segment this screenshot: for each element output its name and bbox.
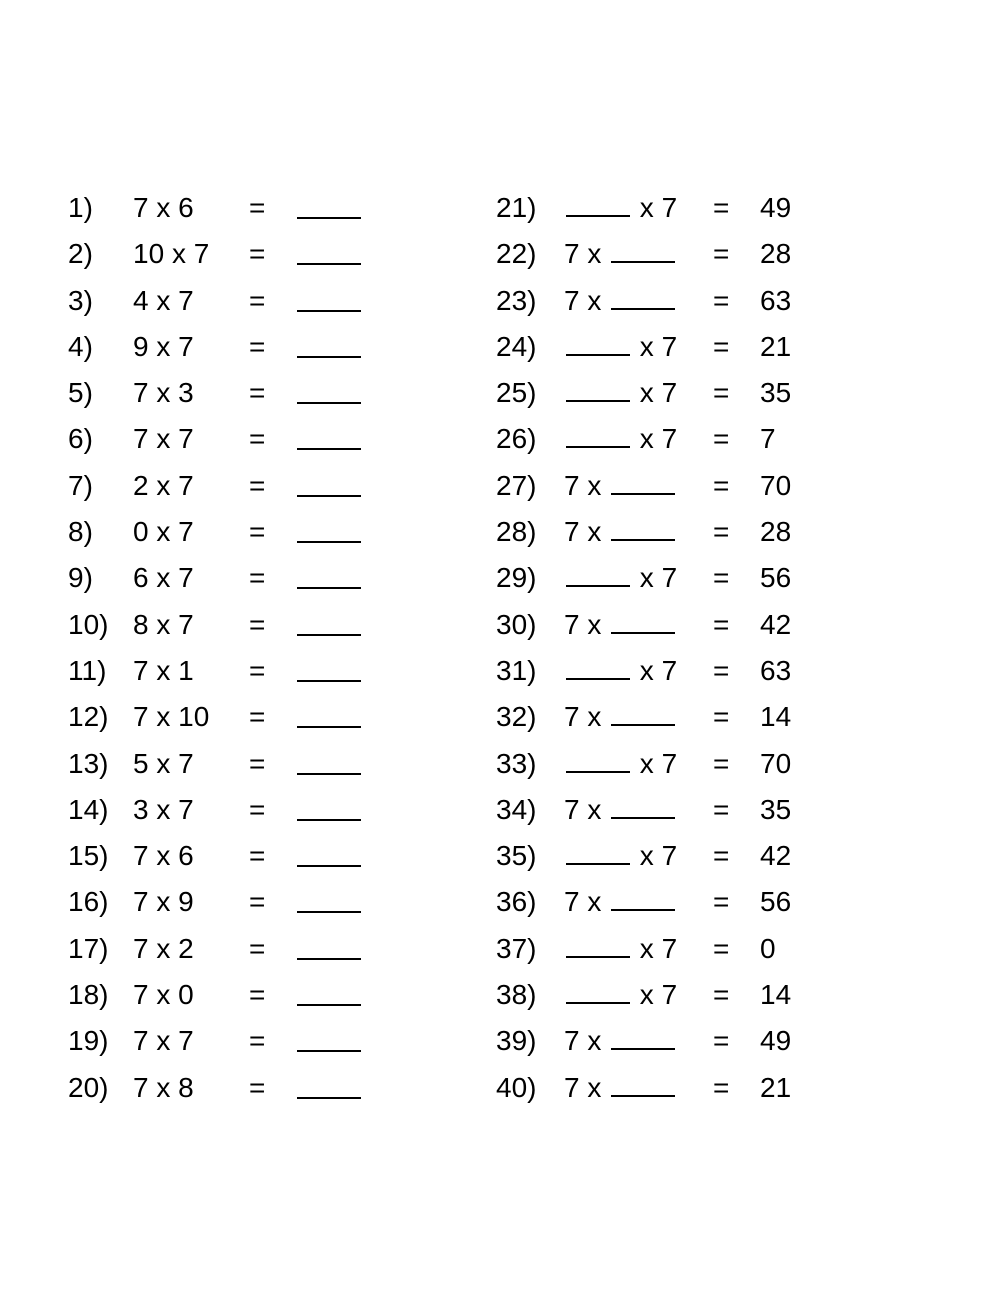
missing-factor-blank[interactable] [566,370,630,402]
factor-b: 7 [178,562,194,594]
known-factor: 7 [661,979,678,1011]
known-factor: 7 [564,886,580,918]
problem-expression [133,1065,194,1111]
problem-expression [133,787,194,833]
problem-number: 15) [68,840,109,872]
answer-blank[interactable] [297,280,361,312]
operator: x [156,793,171,825]
operator: x [639,377,654,409]
equals-sign: = [713,654,730,686]
operator: x [639,840,654,872]
factor-b: 6 [178,840,194,872]
missing-factor-blank[interactable] [611,278,675,310]
operator: x [156,608,171,640]
product-value: 14 [760,701,792,733]
factor-a: 10 [133,238,165,270]
product-value: 28 [760,238,792,270]
problem-expression [564,416,677,462]
problem-expression [564,648,677,694]
problem-number: 12) [68,701,109,733]
factor-a: 7 [133,979,149,1011]
problem-number: 1) [68,192,93,223]
product-value: 35 [760,793,792,825]
problem-number: 35) [496,840,537,872]
equals-sign: = [713,423,730,455]
operator: x [156,886,171,918]
problem-expression [133,324,194,370]
factor-a: 7 [133,886,149,918]
known-factor: 7 [661,423,678,455]
equals-sign: = [249,1025,266,1057]
operator: x [587,516,602,548]
equals-sign: = [249,608,266,640]
problem-expression [564,741,677,787]
known-factor: 7 [661,932,678,964]
equals-sign: = [249,886,266,918]
problem-number: 7) [68,469,93,501]
factor-b: 7 [178,516,194,548]
answer-blank[interactable] [297,650,361,682]
equals-sign: = [713,238,730,270]
factor-a: 7 [133,840,149,872]
missing-factor-blank[interactable] [566,833,630,865]
operator: x [639,192,654,223]
operator: x [587,886,602,918]
product-value: 63 [760,284,792,316]
problem-expression [133,278,194,324]
problem-number: 31) [496,654,537,686]
problem-expression [133,972,194,1018]
factor-b: 9 [178,886,194,918]
equals-sign: = [249,238,266,270]
problem-number: 38) [496,979,537,1011]
equals-sign: = [713,516,730,548]
factor-a: 5 [133,747,149,779]
problem-expression [564,324,677,370]
operator: x [156,1025,171,1057]
problem-expression [564,278,677,324]
equals-sign: = [249,562,266,594]
equals-sign: = [249,1071,266,1103]
problem-number: 6) [68,423,93,455]
problem-expression [564,787,677,833]
problem-number: 32) [496,701,537,733]
factor-b: 10 [178,701,210,733]
problem-number: 37) [496,932,537,964]
problem-number: 20) [68,1071,109,1103]
known-factor: 7 [564,701,580,733]
factor-b: 3 [178,377,194,409]
product-value: 49 [760,1025,792,1057]
operator: x [156,377,171,409]
equals-sign: = [713,793,730,825]
equals-sign: = [713,192,730,223]
factor-a: 7 [133,1025,149,1057]
known-factor: 7 [564,284,580,316]
factor-b: 7 [178,793,194,825]
product-value: 70 [760,747,792,779]
equals-sign: = [713,377,730,409]
equals-sign: = [713,330,730,362]
product-value: 42 [760,840,792,872]
problem-number: 39) [496,1025,537,1057]
known-factor: 7 [661,192,678,223]
product-value: 56 [760,886,792,918]
equals-sign: = [713,979,730,1011]
factor-b: 2 [178,932,194,964]
answer-blank[interactable] [297,881,361,913]
equals-sign: = [249,979,266,1011]
problem-number: 2) [68,238,93,270]
problem-expression [564,463,677,509]
operator: x [587,469,602,501]
missing-factor-blank[interactable] [566,972,630,1004]
missing-factor-blank[interactable] [566,416,630,448]
missing-factor-blank[interactable] [611,463,675,495]
missing-factor-blank[interactable] [611,231,675,263]
operator: x [587,238,602,270]
missing-factor-blank[interactable] [611,602,675,634]
product-value: 0 [760,932,776,964]
problem-number: 4) [68,330,93,362]
product-value: 56 [760,562,792,594]
problem-expression [564,602,677,648]
factor-a: 6 [133,562,149,594]
equals-sign: = [713,840,730,872]
problem-number: 10) [68,608,109,640]
operator: x [156,284,171,316]
equals-sign: = [249,747,266,779]
factor-a: 7 [133,192,149,223]
problem-number: 34) [496,793,537,825]
equals-sign: = [249,192,266,223]
factor-a: 7 [133,701,149,733]
equals-sign: = [249,654,266,686]
operator: x [156,330,171,362]
known-factor: 7 [661,654,678,686]
problem-number: 21) [496,192,537,223]
answer-blank[interactable] [297,511,361,543]
problem-number: 26) [496,423,537,455]
problem-expression [564,509,677,555]
problem-expression [133,509,194,555]
equals-sign: = [249,932,266,964]
answer-blank[interactable] [297,789,361,821]
answer-blank[interactable] [297,1067,361,1099]
answer-blank[interactable] [297,418,361,450]
equals-sign: = [713,284,730,316]
problem-number: 5) [68,377,93,409]
missing-factor-blank[interactable] [566,324,630,356]
problem-expression [133,926,194,972]
operator: x [587,793,602,825]
factor-b: 7 [178,330,194,362]
missing-factor-blank[interactable] [566,926,630,958]
problem-expression [564,926,677,972]
equals-sign: = [249,701,266,733]
problem-expression [564,879,677,925]
problem-expression [564,231,677,277]
product-value: 14 [760,979,792,1011]
factor-a: 3 [133,793,149,825]
missing-factor-blank[interactable] [611,694,675,726]
problem-number: 13) [68,747,109,779]
problem-expression [133,602,194,648]
factor-b: 1 [178,654,194,686]
answer-blank[interactable] [297,326,361,358]
equals-sign: = [249,469,266,501]
equals-sign: = [249,516,266,548]
equals-sign: = [713,562,730,594]
product-value: 70 [760,469,792,501]
factor-b: 7 [178,747,194,779]
missing-factor-blank[interactable] [611,1018,675,1050]
factor-a: 7 [133,423,149,455]
factor-a: 4 [133,284,149,316]
equals-sign: = [713,747,730,779]
known-factor: 7 [564,516,580,548]
answer-blank[interactable] [297,372,361,404]
missing-factor-blank[interactable] [566,555,630,587]
operator: x [156,1071,171,1103]
answer-blank[interactable] [297,1020,361,1052]
problem-expression [133,1018,194,1064]
problem-number: 14) [68,793,109,825]
problem-number: 17) [68,932,109,964]
operator: x [587,701,602,733]
known-factor: 7 [564,608,580,640]
answer-blank[interactable] [297,696,361,728]
operator: x [156,516,171,548]
operator: x [156,840,171,872]
factor-b: 8 [178,1071,194,1103]
problem-expression [564,1018,677,1064]
operator: x [587,1071,602,1103]
factor-a: 9 [133,330,149,362]
operator: x [156,979,171,1011]
problem-expression [133,555,194,601]
answer-blank[interactable] [297,974,361,1006]
operator: x [156,701,171,733]
answer-blank[interactable] [297,835,361,867]
problem-number: 8) [68,516,93,548]
answer-blank[interactable] [297,557,361,589]
operator: x [639,654,654,686]
factor-b: 0 [178,979,194,1011]
problem-expression [564,1065,677,1111]
problem-number: 30) [496,608,537,640]
known-factor: 7 [661,562,678,594]
missing-factor-blank[interactable] [566,648,630,680]
operator: x [156,469,171,501]
operator: x [639,932,654,964]
problem-number: 16) [68,886,109,918]
factor-b: 7 [193,238,210,270]
problem-number: 19) [68,1025,109,1057]
problem-number: 23) [496,284,537,316]
known-factor: 7 [661,377,678,409]
product-value: 7 [760,423,776,455]
problem-expression [133,416,194,462]
operator: x [156,932,171,964]
product-value: 49 [760,192,792,223]
equals-sign: = [249,793,266,825]
answer-blank[interactable] [297,743,361,775]
problem-number: 36) [496,886,537,918]
problem-expression [133,694,209,740]
equals-sign: = [713,932,730,964]
answer-blank[interactable] [297,233,361,265]
problem-expression [133,833,194,879]
equals-sign: = [713,469,730,501]
operator: x [639,562,654,594]
known-factor: 7 [564,1025,580,1057]
problem-expression [133,648,194,694]
problem-number: 40) [496,1071,537,1103]
known-factor: 7 [661,330,678,362]
known-factor: 7 [564,469,580,501]
operator: x [587,284,602,316]
problem-expression [133,879,194,925]
factor-b: 7 [178,423,194,455]
known-factor: 7 [564,1071,580,1103]
problem-number: 24) [496,330,537,362]
equals-sign: = [713,1025,730,1057]
missing-factor-blank[interactable] [611,787,675,819]
problem-number: 29) [496,562,537,594]
operator: x [171,238,186,270]
operator: x [587,608,602,640]
factor-a: 7 [133,932,149,964]
problem-expression [133,463,194,509]
equals-sign: = [713,608,730,640]
problem-expression [564,555,677,601]
equals-sign: = [713,886,730,918]
known-factor: 7 [564,238,580,270]
factor-b: 7 [178,1025,194,1057]
problem-number: 3) [68,284,93,316]
product-value: 35 [760,377,792,409]
factor-a: 7 [133,654,149,686]
problem-number: 28) [496,516,537,548]
answer-blank[interactable] [297,604,361,636]
operator: x [156,192,171,223]
problem-number: 25) [496,377,537,409]
known-factor: 7 [661,840,678,872]
known-factor: 7 [661,747,678,779]
equals-sign: = [249,840,266,872]
factor-a: 7 [133,1071,149,1103]
operator: x [639,330,654,362]
operator: x [639,747,654,779]
problem-expression [564,833,677,879]
missing-factor-blank[interactable] [566,185,630,217]
missing-factor-blank[interactable] [566,741,630,773]
operator: x [156,423,171,455]
problem-expression [133,741,194,787]
operator: x [639,423,654,455]
problem-expression [564,694,677,740]
operator: x [156,654,171,686]
answer-blank[interactable] [297,928,361,960]
equals-sign: = [713,1071,730,1103]
factor-b: 7 [178,469,194,501]
problem-expression [564,972,677,1018]
missing-factor-blank[interactable] [611,879,675,911]
operator: x [156,747,171,779]
product-value: 42 [760,608,792,640]
problem-expression [133,231,209,277]
equals-sign: = [249,423,266,455]
factor-a: 0 [133,516,149,548]
product-value: 63 [760,654,792,686]
answer-blank[interactable] [297,465,361,497]
problem-number: 22) [496,238,537,270]
missing-factor-blank[interactable] [611,1065,675,1097]
product-value: 28 [760,516,792,548]
equals-sign: = [249,284,266,316]
known-factor: 7 [564,793,580,825]
problem-expression [133,185,194,231]
missing-factor-blank[interactable] [611,509,675,541]
factor-b: 7 [178,608,194,640]
problem-number: 27) [496,469,537,501]
problem-number: 9) [68,562,93,594]
product-value: 21 [760,1071,792,1103]
operator: x [587,1025,602,1057]
operator: x [156,562,171,594]
problem-number: 11) [68,654,107,686]
problem-expression [133,370,194,416]
problem-number: 18) [68,979,109,1011]
product-value: 21 [760,330,792,362]
problem-expression [564,370,677,416]
factor-a: 7 [133,377,149,409]
problem-number: 33) [496,747,537,779]
factor-b: 7 [178,284,194,316]
answer-blank[interactable] [297,187,361,219]
factor-a: 2 [133,469,149,501]
factor-a: 8 [133,608,149,640]
problem-expression [564,185,677,231]
factor-b: 6 [178,192,194,223]
operator: x [639,979,654,1011]
equals-sign: = [249,377,266,409]
equals-sign: = [249,330,266,362]
equals-sign: = [713,701,730,733]
